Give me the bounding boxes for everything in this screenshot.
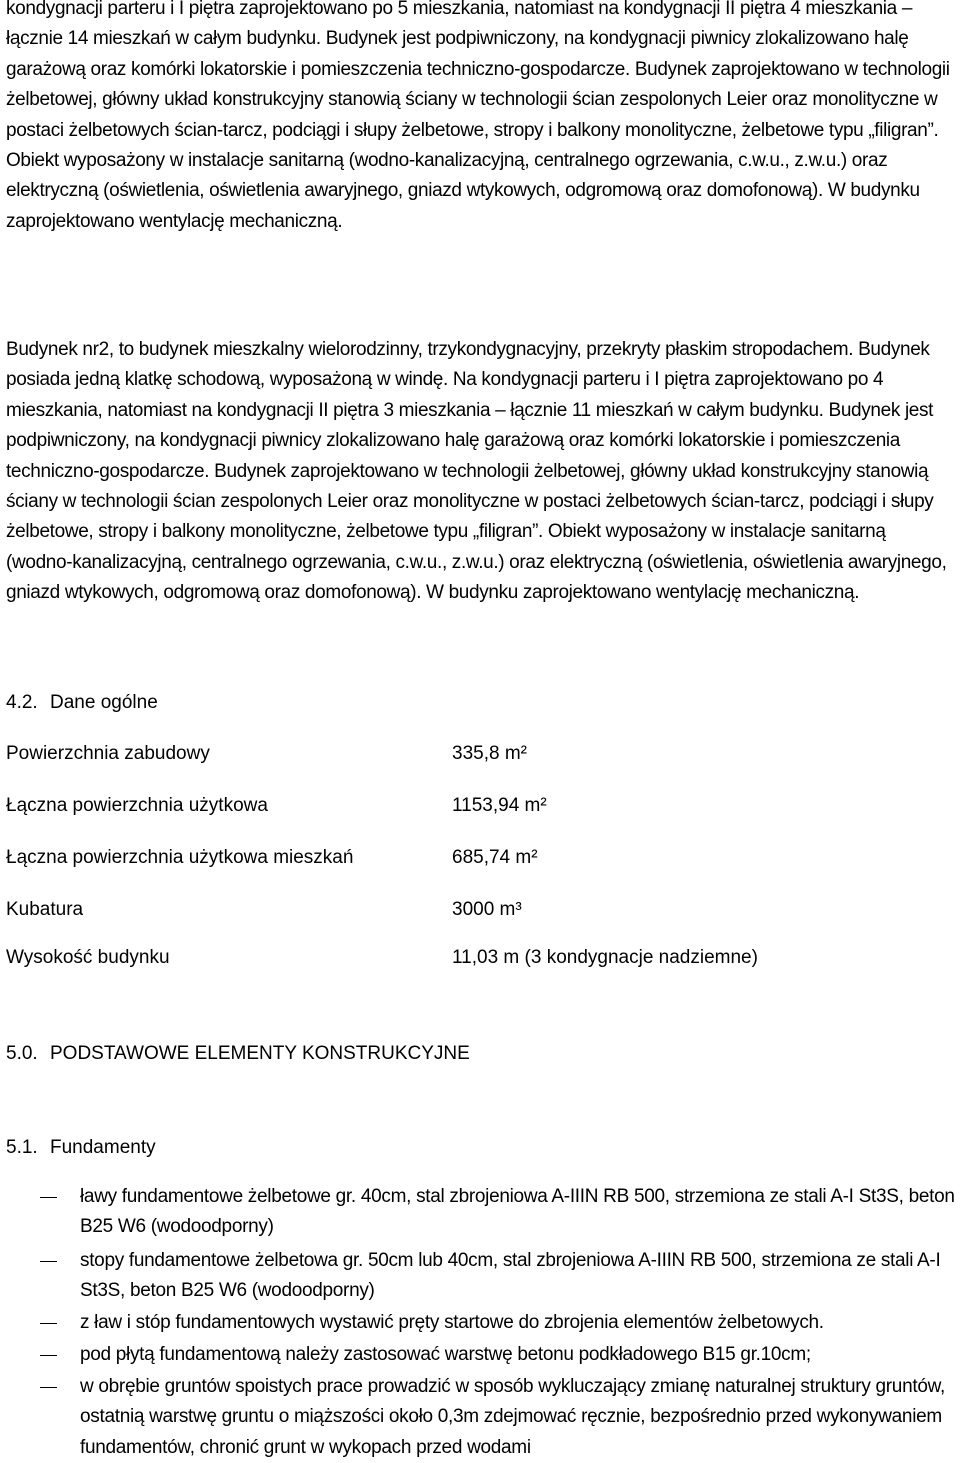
section-heading-dane-ogolne xyxy=(6,689,158,717)
dash-bullet-icon xyxy=(40,1308,60,1338)
section-number: 4.2. xyxy=(6,692,38,713)
section-heading-podstawowe-elementy xyxy=(6,1040,470,1068)
section-title: PODSTAWOWE ELEMENTY KONSTRUKCYJNE xyxy=(50,1043,470,1064)
section-title: Fundamenty xyxy=(50,1137,156,1158)
paragraph-building-2-description: Budynek nr2, to budynek mieszkalny wielorodzinny, trzykondygnacyjny, przekryty płaskim stropodachem. Budynek posiada jedną klatkę schodową, wyposażoną w windę. Na kondygnacji parteru i I piętra zaprojektowano po 4 mieszkania, natomiast na kondygnacji II piętra 3 mieszkania – łącznie 11 mieszkań w całym budynku. Budynek jest podpiwniczony, na kondygnacji piwnicy zlokalizowano halę garażową oraz komórki lokatorskie i pomieszczenia techniczno-gospodarcze. Budynek zaprojektowano w technologii żelbetowej, główny układ konstrukcyjny stanowią ściany w technologii ścian zespolonych Leier oraz monolityczne w postaci żelbetowych ścian-tarcz, podciągi i słupy żelbetowe, stropy i balkony monolityczne, żelbetowe typu „filigran”. Obiekt wyposażony w instalacje sanitarną (wodno-kanalizacyjną, centralnego ogrzewania, c.w.u., z.w.u.) oraz elektryczną (oświetlenia, oświetlenia awaryjnego, gniazd wtykowych, odgromową oraz domofonową). W budynku zaprojektowano wentylację mechaniczną. xyxy=(6,339,947,604)
dash-bullet-icon xyxy=(40,1182,60,1212)
section-title: Dane ogólne xyxy=(50,692,158,713)
list-item-text: pod płytą fundamentową należy zastosować warstwę betonu podkładowego B15 gr.10cm; xyxy=(80,1344,811,1365)
stat-value: 11,03 m (3 kondygnacje nadziemne) xyxy=(452,947,758,968)
stat-label: Wysokość budynku xyxy=(6,947,170,968)
stat-value: 685,74 m² xyxy=(452,847,538,868)
stat-label: Łączna powierzchnia użytkowa xyxy=(6,795,268,816)
list-item-text: z ław i stóp fundamentowych wystawić pręty startowe do zbrojenia elementów żelbetowych. xyxy=(80,1312,824,1333)
list-item-text: stopy fundamentowe żelbetowa gr. 50cm lub 40cm, stal zbrojeniowa A-IIIN RB 500, strzemiona ze stali A-I St3S, beton B25 W6 (wodoodporny) xyxy=(80,1250,941,1302)
stat-label: Powierzchnia zabudowy xyxy=(6,743,210,764)
dash-bullet-icon xyxy=(40,1246,60,1276)
dash-bullet-icon xyxy=(40,1340,60,1370)
section-number: 5.0. xyxy=(6,1043,38,1064)
section-number: 5.1. xyxy=(6,1137,38,1158)
stat-value: 1153,94 m² xyxy=(452,795,547,816)
stat-value: 335,8 m² xyxy=(452,743,527,764)
section-heading-fundamenty xyxy=(6,1134,156,1162)
stat-label: Łączna powierzchnia użytkowa mieszkań xyxy=(6,847,354,868)
list-item-text: ławy fundamentowe żelbetowe gr. 40cm, stal zbrojeniowa A-IIIN RB 500, strzemiona ze stali A-I St3S, beton B25 W6 (wodoodporny) xyxy=(80,1186,955,1238)
stat-label: Kubatura xyxy=(6,899,84,920)
dash-bullet-icon xyxy=(40,1372,60,1402)
list-item-text: w obrębie gruntów spoistych prace prowadzić w sposób wykluczający zmianę naturalnej struktury gruntów, ostatnią warstwę gruntu o miąższości około 0,3m zdejmować ręcznie, bezpośrednio przed wykonywaniem fundamentów, chronić grunt w wykopach przed wodami xyxy=(80,1376,945,1458)
paragraph-building-1-description: kondygnacji parteru i I piętra zaprojektowano po 5 mieszkania, natomiast na kondygnacji II piętra 4 mieszkania – łącznie 14 mieszkań w całym budynku. Budynek jest podpiwniczony, na kondygnacji piwnicy zlokalizowano halę garażową oraz komórki lokatorskie i pomieszczenia techniczno-gospodarcze. Budynek zaprojektowano w technologii żelbetowej, główny układ konstrukcyjny stanowią ściany w technologii ścian zespolonych Leier oraz monolityczne w postaci żelbetowych ścian-tarcz, podciągi i słupy żelbetowe, stropy i balkony monolityczne, żelbetowe typu „filigran”. Obiekt wyposażony w instalacje sanitarną (wodno-kanalizacyjną, centralnego ogrzewania, c.w.u., z.w.u.) oraz elektryczną (oświetlenia, oświetlenia awaryjnego, gniazd wtykowych, odgromową oraz domofonową). W budynku zaprojektowano wentylację mechaniczną. xyxy=(6,0,950,232)
stat-value: 3000 m³ xyxy=(452,899,522,920)
